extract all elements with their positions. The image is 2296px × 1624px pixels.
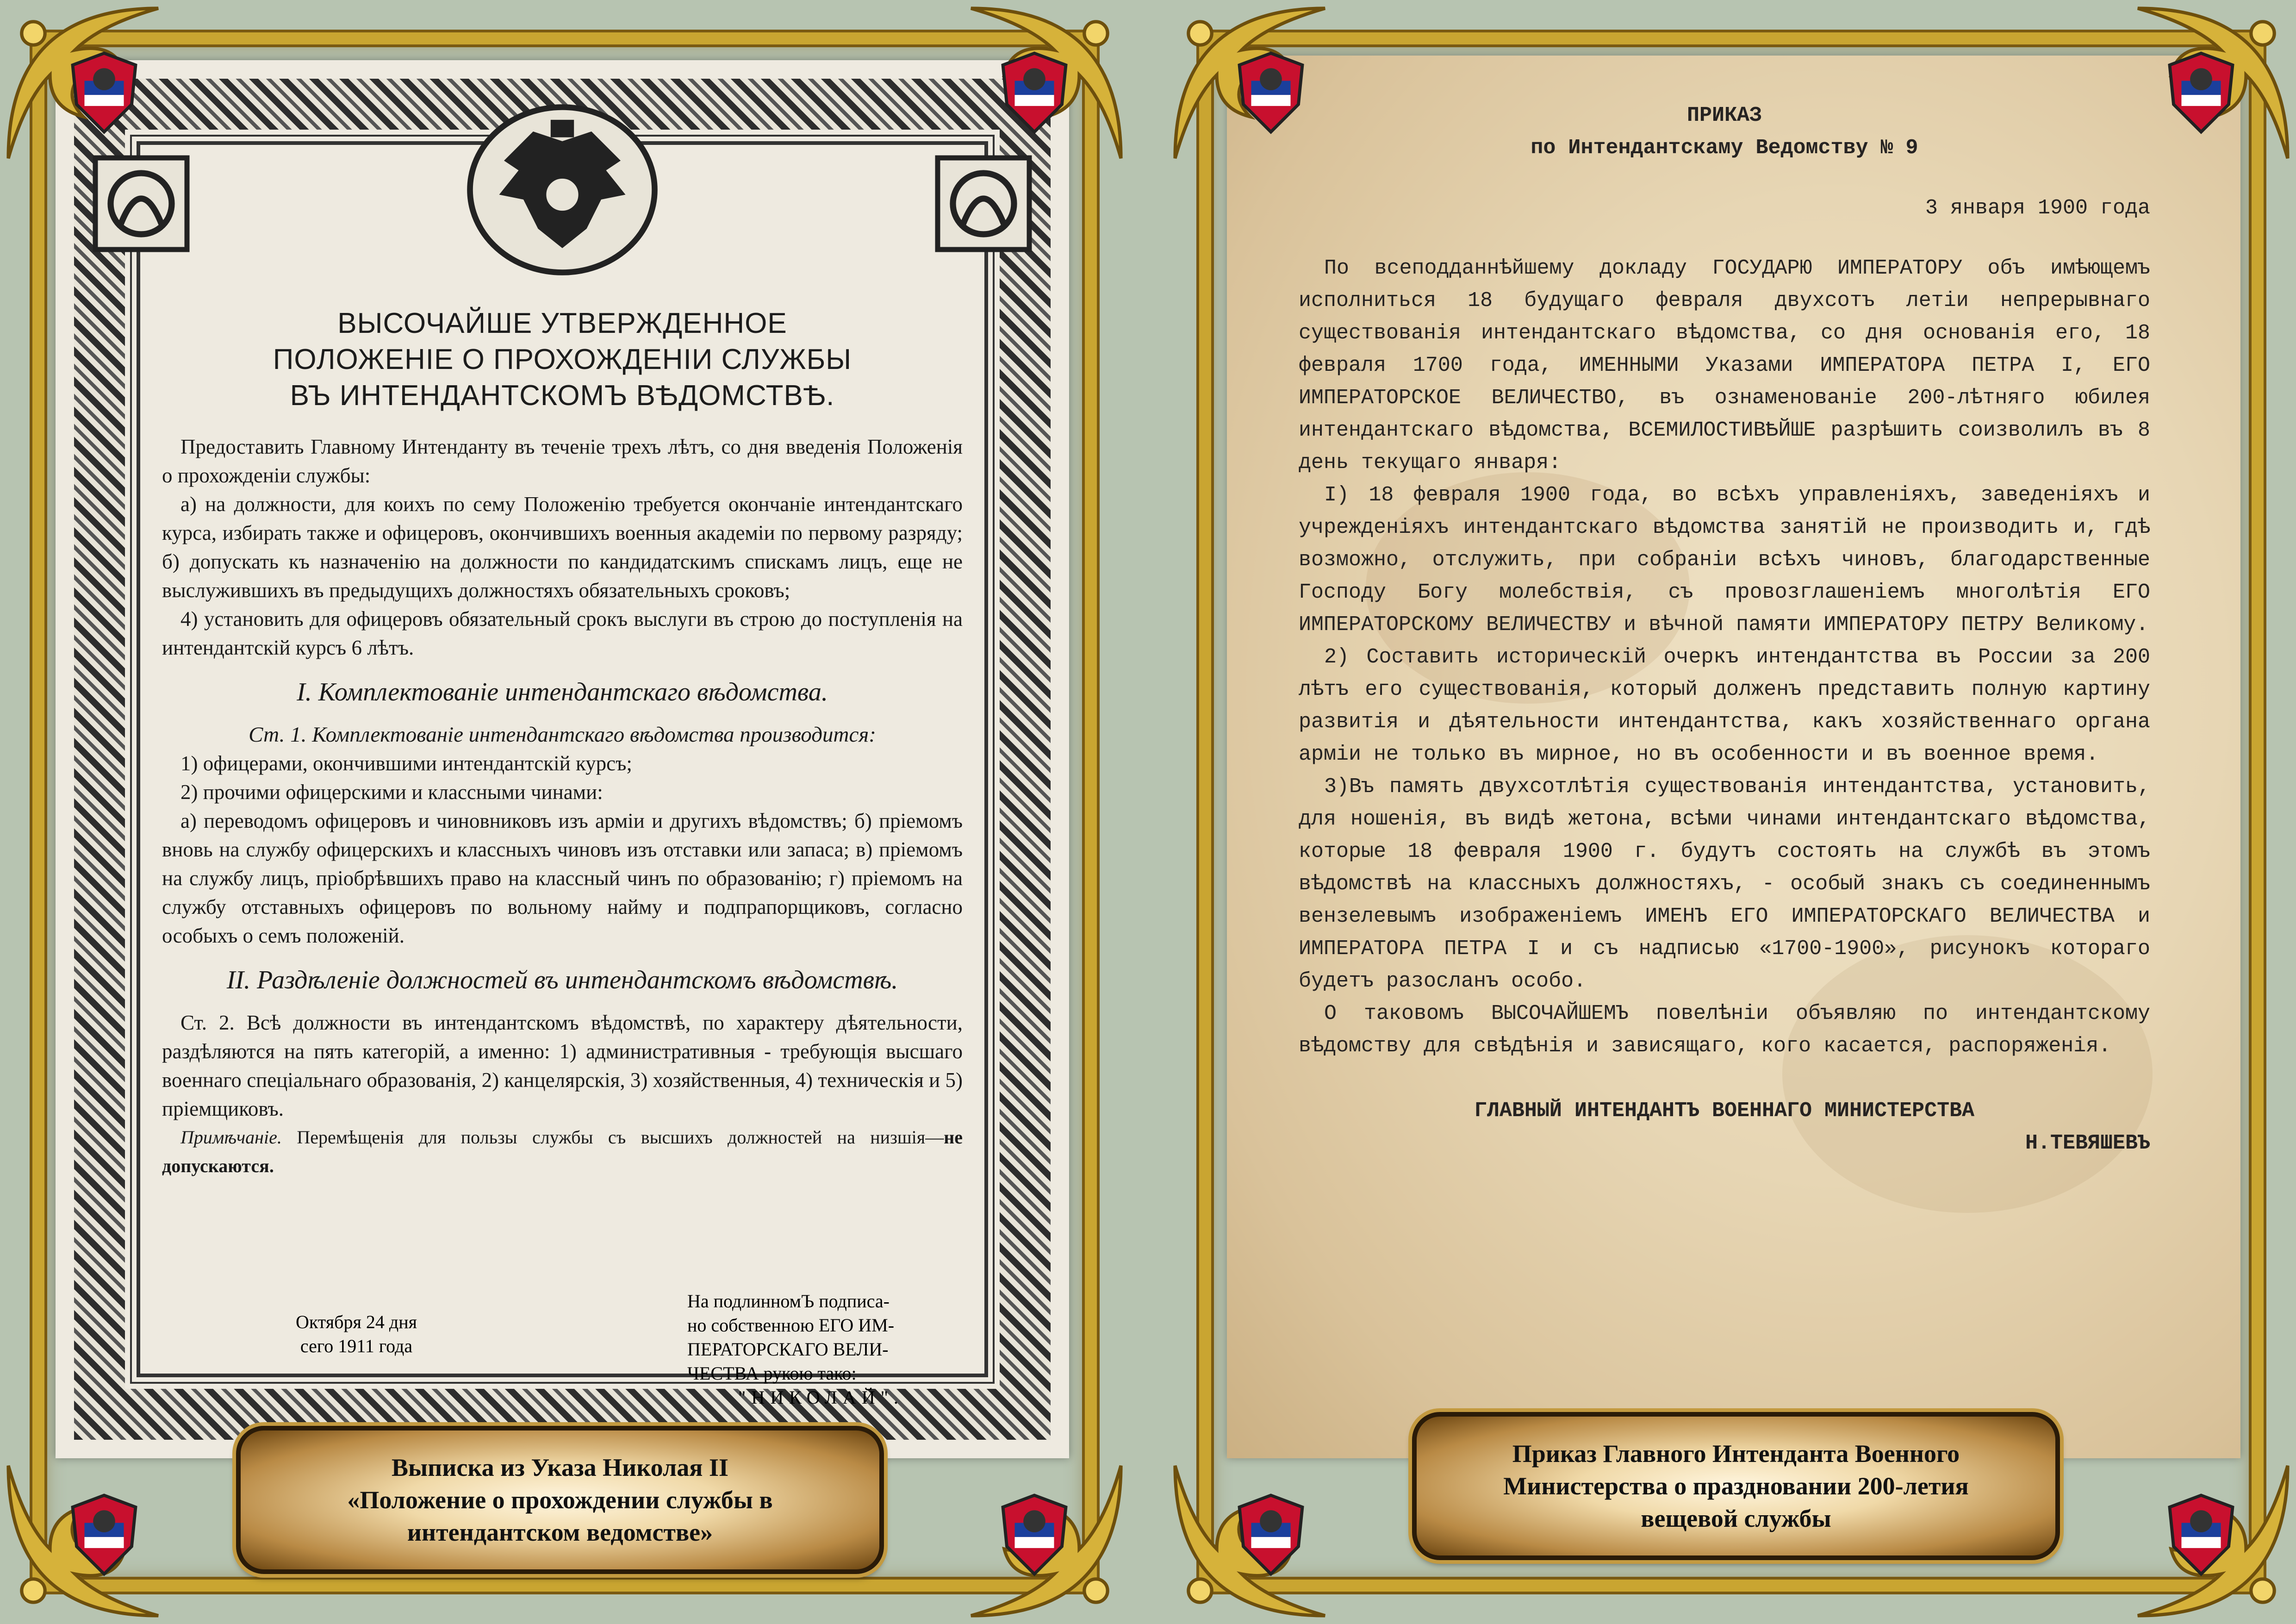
title-line: ПОЛОЖЕНIЕ О ПРОХОЖДЕНIИ СЛУЖБЫ [273,344,852,375]
ukaz-title [162,306,963,414]
date-line: сего 1911 года [300,1336,413,1356]
ukaz-text-block [162,306,963,1181]
note-label: Примѣчаніе. [180,1127,282,1148]
paragraph: О таковомъ ВЫСОЧАЙШЕМЪ повелѣнiи объявляю по интендантскому вѣдомству для свѣдѣнiя и зависящаго, кого касается, распоряженiя. [1299,1002,2150,1058]
date-line: Октября 24 дня [295,1312,417,1332]
decree-date [273,1310,440,1358]
caption-line: Приказ Главного Интенданта Военного [1512,1440,1960,1468]
article-heading: Ст. 1. Комплектованіе интендантскаго вѣдомства производится: [249,723,876,747]
caption-line: интендантском ведомстве» [407,1518,713,1546]
note-end: не допускаются. [162,1127,963,1176]
signature-name: "НИКОЛАЙ". [738,1387,904,1408]
section-heading: I. Комплектованіе интендантскаго вѣдомства. [297,678,828,706]
paragraph: По всеподданнѣйшему докладу ГОСУДАРЮ ИМПЕРАТОРУ объ имѣющемъ исполниться 18 будущаго февраля двухсотъ летiи непрерывнаго существованiя интендантскаго вѣдомства, со дня основанiя его, 18 февраля 1700 года, ИМЕННЫМИ Указами ИМПЕРАТОРА ПЕТРА I, ЕГО ИМПЕРАТОРСКОЕ ВЕЛИЧЕСТВО, въ ознаменованiе 200-лѣтняго юбилея интендантскаго вѣдомства, ВСЕМИЛОСТИВѢЙШЕ разрѣшить соизволилъ въ 8 день текущаго января: [1299,256,2150,475]
prikaz-document [1227,56,2240,1458]
note [162,1123,963,1181]
order-subheading: по Интендантскаму Ведомству № 9 [1531,136,1918,160]
left-page [0,0,1129,1624]
monogram-icon [933,153,1034,255]
emblem-icon [2162,1491,2240,1579]
emblem-icon [995,49,1074,137]
signature-title: ГЛАВНЫЙ ИНТЕНДАНТЪ ВОЕННАГО МИНИСТЕРСТВА [1474,1099,1975,1123]
title-line: ВЫСОЧАЙШЕ УТВЕРЖДЕННОЕ [337,307,787,339]
paragraph: Предоставить Главному Интенданту въ теченіе трехъ лѣтъ, со дня введенія Положенія о прохожденіи службы: [162,435,963,487]
signature-line: ЧЕСТВА рукою тако: [687,1363,857,1384]
caption-line: «Положение о прохождении службы в [347,1486,773,1514]
list-item: а) переводомъ офицеровъ и чиновниковъ изъ арміи и другихъ вѣдомствъ; б) пріемомъ вновь на службу офицерскихъ и классныхъ чиновъ изъ отставки или запаса; в) пріемомъ на службу лицъ, пріобрѣвшихъ право на классный чинъ по образованію; г) пріемомъ на службу отставныхъ офицеровъ по вольному найму и подпрапорщиковъ, согласно особыхъ о семъ положеній. [162,809,963,947]
monogram-icon [90,153,192,255]
signature-name: Н.ТЕВЯШЕВЪ [2025,1131,2150,1155]
right-page [1167,0,2296,1624]
signature-line: На подлинномЪ подписа- [687,1291,890,1312]
order-heading: ПРИКАЗ [1686,104,1762,127]
paragraph: 4) установить для офицеровъ обязательный срокъ выслуги въ строю до поступленія на интендантскій курсъ 6 лѣтъ. [162,607,963,659]
caption-plaque [1412,1412,2060,1560]
emblem-icon [995,1491,1074,1579]
paragraph: а) на должности, для коихъ по сему Положенію требуется окончаніе интендантскаго курса, избирать также и офицеровъ, окончившихъ военныя академіи по первому разряду; б) допускать къ назначенію на должности по кандидатскимъ спискамъ лицъ, еще не выслужившихъ въ предыдущихъ должностяхъ обязательныхъ сроковъ; [162,493,963,602]
caption-plaque [236,1426,884,1574]
paragraph: 3)Въ память двухсотлѣтiя существованiя интендантства, установить, для ношенiя, въ видѣ жетона, всѣми чинами интендантскаго вѣдомства, которые 18 февраля 1900 г. будутъ состоять на службѣ въ этомъ вѣдомствѣ на классныхъ должностяхъ, - особый знакъ съ соединеннымъ вензелевымъ изображенiемъ ИМЕНЪ ЕГО ИМПЕРАТОРСКАГО ВЕЛИЧЕСТВА и ИМПЕРАТОРА ПЕТРА I и съ надписью «1700-1900», рисунокъ котораго будетъ разосланъ особо. [1299,775,2150,993]
emblem-icon [1232,1491,1310,1579]
note-text: Перемѣщенія для пользы службы съ высшихъ должностей на низшія— [297,1127,944,1148]
emblem-icon [1232,49,1310,137]
paragraph: Ст. 2. Всѣ должности въ интендантскомъ вѣдомствѣ, по характеру дѣятельности, раздѣляются на пять категорій, а именно: 1) административныя - требующія высшаго военнаго спеціальнаго образованія, 2) канцелярскія, 3) хозяйственныя, 4) техническія и 5) пріемщиковъ. [162,1011,963,1120]
caption-line: Министерства о праздновании 200-летия [1503,1472,1969,1500]
list-item: 1) офицерами, окончившими интендантскій курсъ; [180,752,632,775]
title-line: ВЪ ИНТЕНДАНТСКОМЪ ВѢДОМСТВѢ. [290,380,835,412]
emblem-icon [2162,49,2240,137]
emblem-icon [65,49,143,137]
list-item: 2) прочими офицерскими и классными чинами: [180,781,603,804]
signature-line: но собственною ЕГО ИМ- [687,1315,895,1336]
section-heading: II. Раздѣленіе должностей въ интендантскомъ вѣдомствѣ. [226,966,898,994]
double-headed-eagle-icon [465,102,660,278]
order-date: 3 января 1900 года [1925,196,2150,220]
caption-line: вещевой службы [1641,1505,1831,1532]
paragraph: 2) Составить историческiй очеркъ интендантства въ России за 200 лѣтъ его существованiя, который долженъ представить полную картину развитiя и дѣятельности интендантства, какъ хозяйственнаго органа армiи не только въ мирное, но въ особенности и въ военное время. [1299,645,2150,766]
emblem-icon [65,1491,143,1579]
signature-block [687,1289,946,1410]
signature-line: ПЕРАТОРСКАГО ВЕЛИ- [687,1339,889,1360]
caption-line: Выписка из Указа Николая II [391,1454,728,1481]
paragraph: I) 18 февраля 1900 года, во всѣхъ управленiяхъ, заведенiяхъ и учрежденiяхъ интендантскаго вѣдомства занятiй не производить и, гдѣ возможно, отслужить, при собранiи всѣхъ чиновъ, благодарственные Господу Богу молебствiя, съ провозглашенiемъ многолѣтiя ЕГО ИМПЕРАТОРСКОМУ ВЕЛИЧЕСТВУ и вѣчной памяти ИМПЕРАТОРУ ПЕТРУ Великому. [1299,483,2150,637]
prikaz-text-block [1299,100,2150,1160]
ukaz-document [56,60,1069,1458]
